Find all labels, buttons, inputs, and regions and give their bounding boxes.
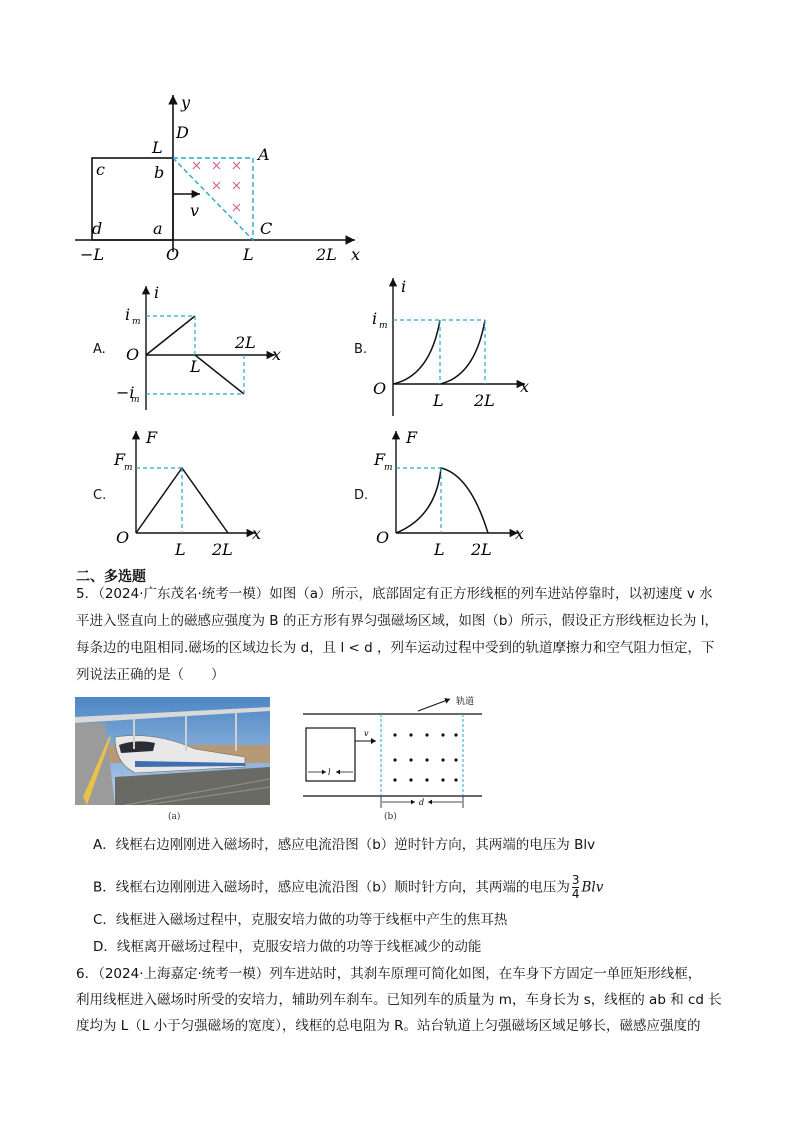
curve-b-first: [393, 320, 440, 384]
svg-text:轨道: 轨道: [456, 697, 475, 707]
option-a-label: A.: [93, 342, 106, 357]
svg-text:2L: 2L: [474, 391, 495, 410]
svg-text:i: i: [125, 305, 131, 324]
field-triangle: [173, 158, 253, 240]
label-D: D: [176, 123, 189, 142]
label-x: x: [351, 245, 361, 264]
label-a: a: [153, 219, 163, 238]
curve-a-drop: [195, 355, 244, 394]
label-c: c: [96, 160, 105, 179]
track-diagram: [300, 690, 490, 830]
label-d: d: [92, 219, 103, 238]
svg-text:i: i: [372, 309, 378, 328]
svg-text:m: m: [379, 321, 388, 331]
label-2L: 2L: [316, 245, 337, 264]
option-d-label: D.: [354, 488, 369, 503]
q5-option-a: A．线框右边刚刚进入磁场时，感应电流沿图（b）逆时针方向，其两端的电压为 Blv: [93, 837, 596, 853]
svg-text:i: i: [401, 277, 407, 296]
q5-line4: 列说法正确的是（ ）: [76, 667, 225, 683]
q6-line1: 6．（2024·上海嘉定·统考一模）列车进站时，其刹车原理可简化如图，在车身下方固定一单匝矩形线框，: [76, 966, 702, 982]
svg-text:F: F: [114, 450, 126, 469]
fig-b-caption: (b): [384, 812, 397, 822]
svg-text:2L: 2L: [235, 333, 256, 352]
svg-text:F: F: [146, 428, 158, 447]
label-L-axis: L: [243, 245, 254, 264]
curve-b-second: [440, 320, 485, 384]
svg-text:L: L: [175, 540, 186, 559]
label-y: y: [181, 93, 191, 112]
svg-text:O: O: [373, 379, 387, 398]
svg-text:m: m: [132, 317, 141, 327]
svg-text:F: F: [406, 428, 418, 447]
svg-text:l: l: [328, 768, 331, 777]
svg-text:O: O: [126, 345, 140, 364]
q5-line3: 每条边的电阻相同.磁场的区域边长为 d，且 l < d ，列车运动过程中受到的轨道摩擦力和空气阻力恒定，下: [76, 640, 715, 656]
q5-option-b: B．线框右边刚刚进入磁场时，感应电流沿图（b）顺时针方向，其两端的电压为 $\frac{3}{4}$ Blv: [93, 873, 604, 901]
curve-d: [396, 468, 488, 533]
q6-line3: 度均为 L（L 小于匀强磁场的宽度），线框的总电阻为 R。站台轨道上匀强磁场区域足够长，磁感应强度的: [76, 1018, 701, 1034]
main-figure: [70, 90, 370, 270]
q5-option-c: C．线框进入磁场过程中，克服安培力做的功等于线框中产生的焦耳热: [93, 912, 508, 928]
svg-text:L: L: [433, 391, 444, 410]
svg-text:m: m: [384, 463, 393, 473]
q6-line2: 利用线框进入磁场时所受的安培力，辅助列车刹车。已知列车的质量为 m，车身长为 s，线框的 ab 和 cd 长: [76, 992, 722, 1008]
label-v: v: [190, 201, 200, 220]
q5-line2: 平进入竖直向上的磁感应强度为 B 的正方形有界匀强磁场区域，如图（b）所示，假设正方形线框边长为 l，: [76, 613, 718, 629]
q5-line1: 5．（2024·广东茂名·统考一模）如图（a）所示，底部固定有正方形线框的列车进站停靠时，以初速度 v 水: [76, 586, 713, 602]
section-title: 二、多选题: [76, 569, 146, 585]
label-A: A: [258, 145, 270, 164]
svg-text:O: O: [116, 528, 130, 547]
svg-text:L: L: [190, 357, 201, 376]
option-a-graph: [110, 280, 290, 415]
train-photo: [75, 697, 270, 805]
svg-text:x: x: [520, 377, 530, 396]
option-d-graph: [370, 425, 530, 560]
label-C: C: [260, 219, 273, 238]
svg-text:F: F: [374, 450, 386, 469]
label-negL: −L: [80, 245, 105, 264]
curve-a-rise: [146, 316, 195, 355]
svg-text:−i: −i: [116, 383, 135, 402]
option-c-label: C.: [93, 488, 107, 503]
svg-text:x: x: [515, 524, 525, 543]
svg-text:m: m: [131, 395, 140, 405]
svg-text:d: d: [419, 798, 425, 807]
field-dots: [393, 733, 457, 781]
svg-text:2L: 2L: [212, 540, 233, 559]
svg-text:x: x: [252, 524, 262, 543]
svg-text:m: m: [124, 463, 133, 473]
fig-a-caption: (a): [168, 812, 181, 822]
q5-option-d: D．线框离开磁场过程中，克服安培力做的功等于线框减少的动能: [93, 939, 482, 955]
svg-text:v: v: [364, 729, 369, 738]
option-c-graph: [110, 425, 270, 560]
field-crosses: [193, 162, 240, 211]
label-O: O: [166, 245, 180, 264]
option-b-graph: [370, 272, 540, 417]
svg-text:L: L: [434, 540, 445, 559]
svg-text:i: i: [154, 283, 160, 302]
label-b: b: [154, 163, 165, 182]
label-L-top: L: [152, 138, 163, 157]
svg-text:x: x: [272, 345, 282, 364]
svg-text:O: O: [376, 528, 390, 547]
option-b-label: B.: [354, 342, 368, 357]
svg-text:2L: 2L: [471, 540, 492, 559]
